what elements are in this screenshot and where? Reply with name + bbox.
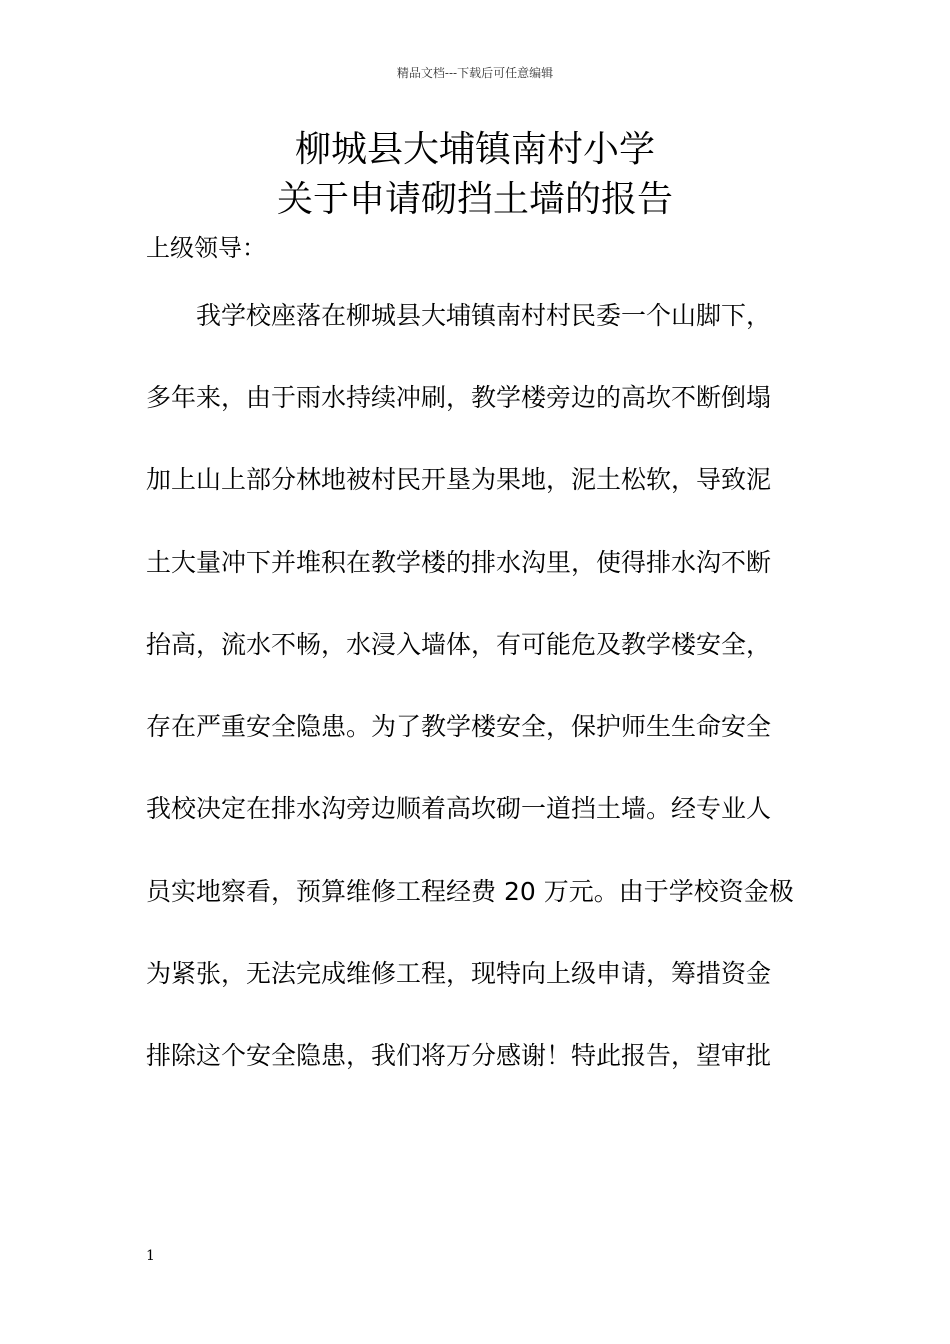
body-line-3: 加上山上部分林地被村民开垦为果地，泥土松软，导致泥 [146,465,772,494]
header-note: 精品文档---下载后可任意编辑 [396,66,554,80]
document-title-line-2: 关于申请砌挡土墙的报告 [276,179,673,220]
body-line-1: 我学校座落在柳城县大埔镇南村村民委一个山脚下， [196,301,772,330]
body-line-2: 多年来，由于雨水持续冲刷，教学楼旁边的高坎不断倒塌 [146,383,772,412]
body-line-5: 抬高，流水不畅，水浸入墙体，有可能危及教学楼安全， [146,630,772,659]
body-line-9: 为紧张，无法完成维修工程，现特向上级申请，筹措资金 [146,959,772,988]
body-line-8: 员实地察看，预算维修工程经费 20 万元。由于学校资金极 [146,877,794,906]
page-number: 1 [146,1248,155,1264]
body-line-7: 我校决定在排水沟旁边顺着高坎砌一道挡土墙。经专业人 [146,794,772,823]
document-title-line-1: 柳城县大埔镇南村小学 [294,129,655,170]
body-line-6: 存在严重安全隐患。为了教学楼安全，保护师生生命安全 [146,712,772,741]
body-line-4: 土大量冲下并堆积在教学楼的排水沟里，使得排水沟不断 [146,548,772,577]
salutation: 上级领导： [146,234,266,262]
body-line-10: 排除这个安全隐患，我们将万分感谢！特此报告，望审批 [146,1041,772,1070]
